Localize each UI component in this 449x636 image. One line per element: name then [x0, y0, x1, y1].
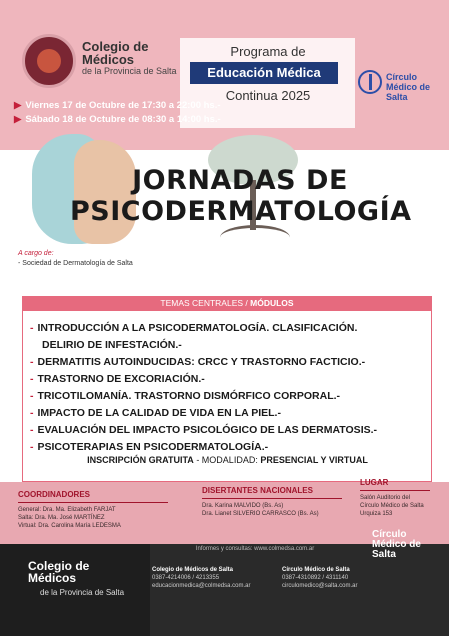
- list-item: - PSICOTERAPIAS EN PSICODERMATOLOGÍA.-: [30, 441, 269, 453]
- colegio-title: Colegio de Médicos: [82, 39, 149, 67]
- bullet-icon: ▶: [14, 114, 22, 125]
- circulo-logo-text: Círculo Médico de Salta: [386, 72, 431, 102]
- list-item: - IMPACTO DE LA CALIDAD DE VIDA EN LA PIEL.-: [30, 407, 281, 419]
- educacion-medica-label: Educación Médica: [190, 62, 338, 84]
- list-item: DELIRIO DE INFESTACIÓN.-: [42, 339, 182, 351]
- list-item: - EVALUACIÓN DEL IMPACTO PSICOLÓGICO DE LAS DERMATOSIS.-: [30, 424, 378, 436]
- inscripcion-line: INSCRIPCIÓN GRATUITA - MODALIDAD: PRESENCIAL Y VIRTUAL: [87, 455, 368, 465]
- page-title: JORNADAS DE PSICODERMATOLOGÍA: [70, 165, 412, 227]
- bullet-icon: ▶: [14, 100, 22, 111]
- list-item: - INTRODUCCIÓN A LA PSICODERMATOLOGÍA. CLASIFICACIÓN.: [30, 322, 358, 334]
- temas-list: [30, 320, 425, 456]
- event-dates: [14, 100, 254, 128]
- colegio-seal-icon: [22, 34, 76, 88]
- footer-info-link[interactable]: Informes y consultas: www.colmedsa.com.ar: [195, 546, 315, 552]
- list-item: - TRASTORNO DE EXCORIACIÓN.-: [30, 373, 205, 385]
- footer-colegio-title: Colegio de Médicos: [28, 559, 90, 585]
- coordinadores-heading: COORDINADORES: [18, 490, 91, 499]
- acargo-label: A cargo de:: [18, 250, 54, 257]
- lugar-details: Salón Auditorio del Círculo Médico de Salta Urquiza 153: [360, 495, 424, 517]
- divider: [18, 502, 168, 503]
- disertantes-list: Dra. Karina MALVIDO (Bs. As) Dra. Lianet SILVERIO CARRASCO (Bs. As): [202, 503, 319, 517]
- list-item: - TRICOTILOMANÍA. TRASTORNO DISMÓRFICO CORPORAL.-: [30, 390, 341, 402]
- temas-header: TEMAS CENTRALES / MÓDULOS: [22, 296, 432, 310]
- disertantes-heading: DISERTANTES NACIONALES: [202, 486, 313, 495]
- tree-roots-icon: [220, 225, 290, 250]
- caduceus-icon: [358, 70, 382, 94]
- footer-colegio-subtitle: de la Provincia de Salta: [40, 588, 125, 597]
- divider: [360, 490, 430, 491]
- divider: [202, 498, 342, 499]
- programa-label: Programa de: [230, 44, 306, 59]
- acargo-organizer: - Sociedad de Dermatología de Salta: [18, 260, 133, 267]
- date-line: ▶ Viernes 17 de Octubre de 17:30 a 22:00 hs.-: [14, 100, 221, 111]
- date-line: ▶ Sábado 18 de Octubre de 08:30 a 14:00 hs.-: [14, 114, 221, 125]
- contact-colegio: Colegio de Médicos de Salta 0387-4214006 / 4213355 educacionmedica@colmedsa.com.ar: [152, 567, 251, 589]
- footer-circulo-logo: Círculo Médico de Salta: [372, 529, 421, 560]
- colegio-subtitle: de la Provincia de Salta: [82, 66, 177, 76]
- list-item: - DERMATITIS AUTOINDUCIDAS: CRCC Y TRASTORNO FACTICIO.-: [30, 356, 366, 368]
- coordinadores-list: General: Dra. Ma. Elizabeth FARJAT Salta: Dra. Ma. José MARTÍNEZ Virtual: Dra. Carolina María LEDESMA: [18, 507, 121, 529]
- lugar-heading: LUGAR: [360, 478, 389, 487]
- contact-circulo: Círculo Médico de Salta 0387-4310892 / 4311140 circulomedico@salta.com.ar: [282, 567, 358, 589]
- continua-label: Continua 2025: [225, 88, 311, 103]
